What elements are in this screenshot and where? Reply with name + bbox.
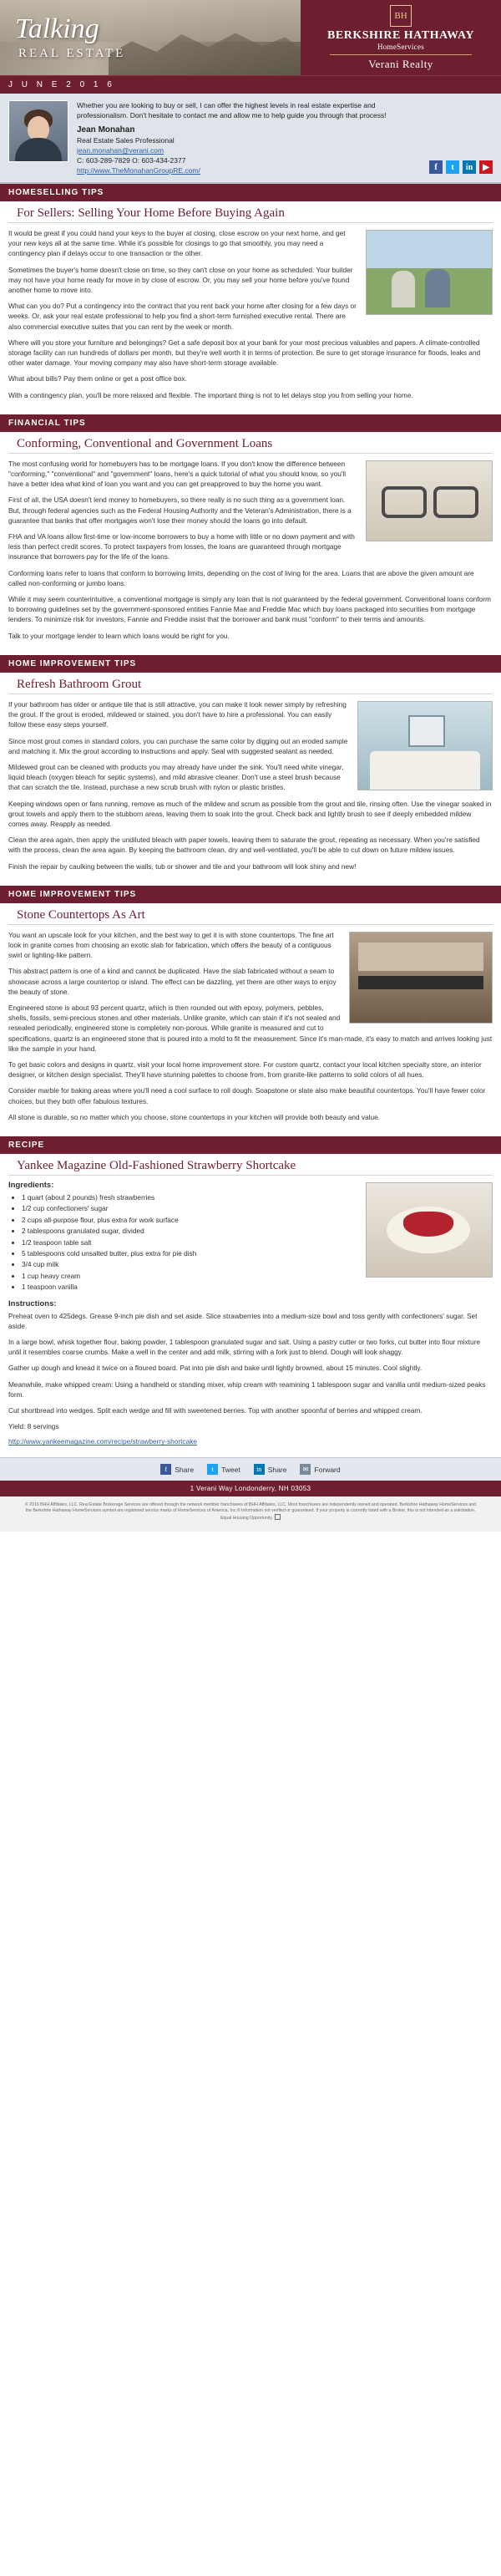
paragraph: Meanwhile, make whipped cream: Using a handheld or standing mixer, whip cream with reamining 1 tablespoon sugar and vanilla until medium-sized peaks form.	[8, 1379, 486, 1399]
article-body-1	[0, 228, 501, 414]
youtube-icon[interactable]: ▶	[479, 160, 493, 174]
masthead-title: Talking	[15, 13, 99, 44]
legal-text: © 2016 BHH Affiliates, LLC. Real Estate Brokerage Services are offered through the network member franchisees of BHH Affiliates, LLC. Most franchisees are independently owned and operated. Berkshire Hathaway HomeServices and the Berkshire Hathaway HomeServices symbol are registered service marks of HomeServices of America, Inc.® Information not verified or guaranteed. If your property is currently listed with a Broker, this is not intended as a solicitation. Equal Housing Opportunity.	[24, 1502, 477, 1522]
article-image-3	[357, 701, 493, 790]
share-label: Share	[175, 1465, 195, 1474]
recipe-image	[366, 1182, 493, 1278]
forward-button[interactable]	[300, 1464, 340, 1475]
paragraph: Sometimes the buyer's home doesn't close on time, so they can't close on your home as scheduled. Your builder may not have your home ready for move in by close of escrow. Or, you may sell your home before you've found another home to move into.	[8, 265, 353, 295]
linkedin-icon: in	[254, 1464, 265, 1475]
article-image-4	[349, 932, 493, 1024]
paragraph: Engineered stone is about 93 percent quartz, which is then rounded out with epoxy, polymers, pebbles, shells, fossils, semi-precious stones and other materials. Unlike granite, which can stain if it's not sealed and resealed periodically, engineered stone is completely non-porous. While granite is measured and cut to specifications, quartz is an engineered stone that is poured into a mold to fit the measurement. Since it's man-made, it's easy to match and arrives looking just like the sample in your hand.	[8, 1003, 493, 1053]
paragraph: To get basic colors and designs in quartz, visit your local home improvement store. For custom quartz, contact your local kitchen specialty store, an interior designer, or kitchen design specialist. They'll have stunning palettes to choose from, from granite-like patterns to solid colors of all hues.	[8, 1059, 482, 1080]
article-title-3: Refresh Bathroom Grout	[8, 673, 493, 694]
paragraph: This abstract pattern is one of a kind and cannot be duplicated. Have the slab fabricated without a seam to showcase across a large countertop or island. The effect can be dazzling, yet there are other ways to enjoy the beauty of stone.	[8, 967, 337, 996]
paragraph: Keeping windows open or fans running, remove as much of the mildew and scrum as possible from the grout and tile, rinsing often. Use the vinegar soaked in grout towels and apply them to the stubborn areas, leaving them to soak into the grout. Check back and lightly brush to see if deeply embedded mildew comes away. Reapply as needed.	[8, 799, 492, 828]
agent-phones: C: 603-289-7829 O: 603-434-2377	[77, 156, 186, 165]
share-facebook-button[interactable]	[160, 1464, 194, 1475]
paragraph: Preheat oven to 425degs. Grease 9-inch pie dish and set aside. Slice strawberries into a medium-size bowl and toss gently with confectioners' sugar. Set aside.	[8, 1311, 478, 1330]
share-linkedin-button[interactable]	[254, 1464, 287, 1475]
linkedin-icon[interactable]: in	[463, 160, 476, 174]
paragraph: Mildewed grout can be cleaned with products you may already have under the sink. You'll need white vinegar, liquid bleach (oxygen bleach for septic systems), and mild abrasive cleaner. Don't use a steel brush because that can scratch the tile. Instead, purchase a new scrub brush with nylon or plastic bristles.	[8, 762, 344, 792]
brand-office: Verani Realty	[368, 57, 433, 70]
twitter-icon: t	[207, 1464, 218, 1475]
bh-monogram-icon: BH	[390, 5, 412, 27]
brokerage-logo	[301, 0, 501, 75]
paragraph: Cut shortbread into wedges. Split each wedge and fill with sweetened berries. Top with another spoonful of berries and whipped cream.	[8, 1406, 423, 1415]
article-body-4	[0, 930, 501, 1136]
list-item: • 1/2 teaspoon table salt	[22, 1237, 501, 1247]
newsletter-header	[0, 0, 501, 75]
article-title-1: For Sellers: Selling Your Home Before Buying Again	[8, 201, 493, 223]
share-label: Share	[267, 1465, 287, 1474]
brand-services: HomeServices	[377, 42, 425, 51]
equal-housing-icon	[275, 1514, 281, 1520]
masthead-banner	[0, 0, 301, 75]
share-label: Forward	[314, 1465, 341, 1474]
paragraph: Gather up dough and knead it twice on a floured board. Pat into pie dish and bake until lightly browned, about 15 minutes. Cool slightly.	[8, 1364, 423, 1373]
paragraph: Clean the area again, then apply the undiluted bleach with paper towels, leaving them to saturate the grout, repeating as necessary. When you're satisfied with the process, clean the area again. By keeping the bathroom clean, dry and well-ventilated, you'll be able to cut down on future mildew issues.	[8, 836, 480, 855]
section-band-recipe: RECIPE	[0, 1136, 501, 1154]
agent-details	[77, 100, 421, 175]
paragraph: With a contingency plan, you'll be more relaxed and flexible. The important thing is not to let delays stop you from selling your home.	[8, 390, 413, 399]
paragraph: FHA and VA loans allow first-time or low-income borrowers to buy a home with little or no down payment and with less than perfect credit scores. To protect taxpayers from losses, the loans are guaranteed through mortgage insurance that borrowers pay for the life of the loans.	[8, 532, 355, 561]
paragraph: While it may seem counterintuitive, a conventional mortgage is simply any loan that is not guaranteed by the federal government. Conventional loans conform to borrowing guidelines set by the government-sponsored entities Fannie Mae and Freddie Mac which buy loans packaged into securities from mortgage lenders. To minimize risk for investors, Fannie and Freddie insist that the borrower and bank must "conform" to their terms and amounts.	[8, 595, 491, 624]
article-image-1	[366, 230, 493, 315]
section-band-home-improvement-2: HOME IMPROVEMENT TIPS	[0, 886, 501, 903]
article-body-3	[0, 699, 501, 886]
agent-email-link[interactable]: jean.monahan@verani.com	[77, 146, 164, 155]
avatar-body	[15, 138, 62, 161]
article-title-2: Conforming, Conventional and Government Loans	[8, 432, 493, 454]
list-item: • 1 teaspoon vanilla	[22, 1282, 501, 1292]
article-image-2	[366, 460, 493, 541]
ingredients-heading: Ingredients:	[8, 1180, 54, 1190]
agent-name: Jean Monahan	[77, 125, 135, 135]
paragraph: Since most grout comes in standard colors, you can purchase the same color by digging out an eroded sample and matching it. Mix the grout according to instructions and apply. Seal with suggested sealant as needed.	[8, 736, 348, 755]
share-twitter-button[interactable]	[207, 1464, 240, 1475]
instructions-heading: Instructions:	[8, 1298, 57, 1308]
facebook-icon[interactable]: f	[429, 160, 443, 174]
brand-name: BERKSHIRE HATHAWAY	[327, 28, 474, 42]
share-bar	[0, 1457, 501, 1481]
paragraph: Talk to your mortgage lender to learn which loans would be right for you.	[8, 631, 230, 640]
paragraph: If your bathroom has older or antique tile that is still attractive, you can make it look newer simply by refreshing the grout. If the grout is eroded, mildewed or stained, you don't have to hire a professional. You can easily follow these easy steps yourself.	[8, 699, 347, 729]
recipe-body	[0, 1181, 501, 1451]
agent-website-link[interactable]: http://www.TheMonahanGroupRE.com/	[77, 166, 200, 175]
paragraph: All stone is durable, so no matter which you choose, stone countertops in your kitchen will provide both beauty and value.	[8, 1112, 381, 1121]
logo-divider	[330, 54, 472, 55]
agent-role: Real Estate Sales Professional	[77, 136, 175, 145]
paragraph: What can you do? Put a contingency into the contract that you rent back your home after closing for a few days or weeks. Or, ask your real estate professional to help you find a short-term furnished executive rental. There are also commercial executive suites that you can rent by the week or month.	[8, 302, 357, 331]
paragraph: Conforming loans refer to loans that conform to borrowing limits, depending on the cost of living for the area. Loans that are above the given amount are called non-conforming or jumbo loans.	[8, 568, 474, 587]
section-band-homeselling: HOMESELLING TIPS	[0, 184, 501, 201]
paragraph: Finish the repair by caulking between the walls, tub or shower and tile and your bathroom will look shiny and new!	[8, 861, 357, 871]
article-body-2	[0, 459, 501, 655]
paragraph: Consider marble for baking areas where you'll need a cool surface to roll dough. Soapstone or slate also make beautiful countertops. You'll have fewer color choices, but they both offer fabulous textures.	[8, 1086, 486, 1105]
agent-intro: Whether you are looking to buy or sell, I can offer the highest levels in real estate expertise and professionalism. Don't hesitate to contact me and allow me to help guide you through that process!	[77, 101, 387, 119]
paragraph: It would be great if you could hand your keys to the buyer at closing, close escrow on your next home, and get your new keys all at the same time. While it's possible for closings to go that smoothly, you may need a contingency plan if delays occur to one transaction or the other.	[8, 229, 346, 258]
issue-date: J U N E 2 0 1 6	[0, 75, 501, 94]
paragraph: You want an upscale look for your kitchen, and the best way to get it is with stone countertops. The fine art look in granite comes from choosing an exotic slab for fabrication, which offers the beauty of a contiguous swirl or lighting-like pattern.	[8, 930, 334, 960]
paragraph: First of all, the USA doesn't lend money to homebuyers, so there really is no such thing as a government loan. But, through federal agencies such as the Federal Housing Authority and the Veteran's Administration, there is a guarantee that banks that offer mortgages won't lose their money should the loans go into default.	[8, 495, 352, 525]
paragraph: In a large bowl, whisk together flour, baking powder, 1 tablespoon granulated sugar and salt. Using a pastry cutter or two forks, cut butter into flour mixture until it resembles coarse crumbs. Make a well in the center and add milk, stirring with a fork just to blend. Dough will look shaggy.	[8, 1338, 480, 1357]
footer-legal	[0, 1496, 501, 1532]
list-item: • 1 cup heavy cream	[22, 1271, 501, 1281]
list-item: • 1 quart (about 2 pounds) fresh strawberries	[22, 1192, 501, 1202]
instructions-list	[0, 1311, 501, 1446]
agent-card	[0, 94, 501, 184]
forward-icon: ✉	[300, 1464, 311, 1475]
recipe-yield: Yield: 8 servings	[8, 1422, 59, 1431]
recipe-source-link[interactable]: http://www.yankeemagazine.com/recipe/strawberry-shortcake	[8, 1437, 197, 1446]
list-item: • 3/4 cup milk	[22, 1259, 501, 1269]
paragraph: What about bills? Pay them online or get a post office box.	[8, 374, 187, 384]
twitter-icon[interactable]: t	[446, 160, 459, 174]
footer-address: 1 Verani Way Londonderry, NH 03053	[0, 1481, 501, 1496]
list-item: • 2 cups all-purpose flour, plus extra for work surface	[22, 1215, 501, 1225]
paragraph: Where will you store your furniture and belongings? Get a safe deposit box at your bank for your most precious valuables and papers. A climate-controlled storage facility can run hundreds of dollars per month, but they're well worth it in terms of protection. Be sure to get storage insurance for floods, leaks and other water damage. Your moving company may also have short-term storage available.	[8, 338, 481, 368]
recipe-title: Yankee Magazine Old-Fashioned Strawberry Shortcake	[8, 1154, 493, 1176]
avatar	[8, 100, 68, 162]
list-item: • 1/2 cup confectioners' sugar	[22, 1203, 501, 1213]
article-title-4: Stone Countertops As Art	[8, 903, 493, 925]
list-item: • 2 tablespoons granulated sugar, divided	[22, 1226, 501, 1236]
paragraph: The most confusing world for homebuyers has to be mortgage loans. If you don't know the difference between "conforming," "conventional" and "government" loans, here's a quick tutorial of what you should know, so you'll have a better idea what kind of loan you want and you can get preapproved to buy the home you want.	[8, 459, 347, 489]
section-band-financial: FINANCIAL TIPS	[0, 414, 501, 432]
masthead-subtitle: REAL ESTATE	[18, 47, 126, 60]
facebook-icon: f	[160, 1464, 171, 1475]
section-band-home-improvement-1: HOME IMPROVEMENT TIPS	[0, 655, 501, 673]
share-label: Tweet	[221, 1465, 240, 1474]
list-item: • 5 tablespoons cold unsalted butter, plus extra for pie dish	[22, 1248, 501, 1258]
agent-social-links	[429, 100, 493, 175]
